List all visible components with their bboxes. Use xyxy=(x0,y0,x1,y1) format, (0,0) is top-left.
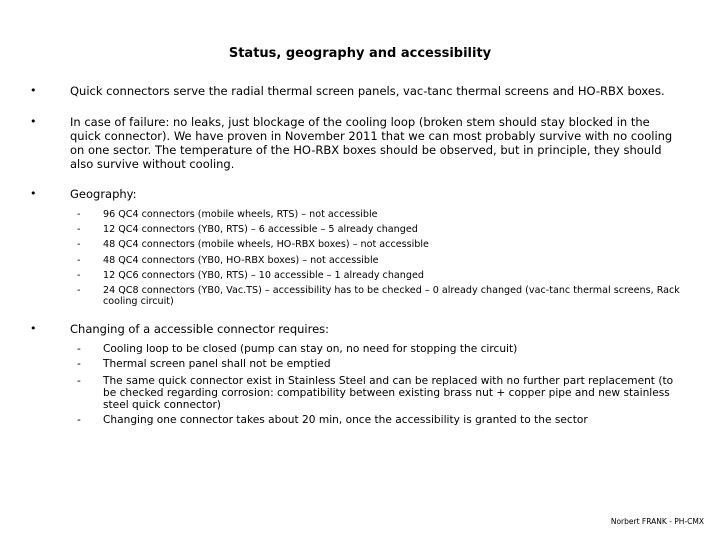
footer-author: Norbert FRANK - PH-CMX xyxy=(610,517,704,526)
sub-text: 96 QC4 connectors (mobile wheels, RTS) – not accessible xyxy=(103,209,378,220)
sub-marker: - xyxy=(77,254,81,266)
sub-marker: - xyxy=(77,343,81,356)
sub-text: 12 QC4 connectors (YB0, RTS) – 6 accessible – 5 already changed xyxy=(103,224,418,236)
sub-text: 48 QC4 connectors (mobile wheels, HO-RBX boxes) – not accessible xyxy=(103,239,429,251)
sub-marker: - xyxy=(77,413,81,426)
sub-item xyxy=(70,222,680,237)
sub-marker: - xyxy=(77,358,81,371)
bullet-text: Geography: xyxy=(70,187,137,201)
slide-title: Status, geography and accessibility xyxy=(228,46,492,61)
sub-item xyxy=(70,237,680,252)
sub-item xyxy=(70,413,680,428)
sub-item xyxy=(70,207,680,222)
sub-text: 12 QC6 connectors (YB0, RTS) – 10 accessible – 1 already changed xyxy=(103,269,424,281)
bullet-marker: • xyxy=(30,115,37,128)
geography-sub-list xyxy=(70,207,680,309)
bullet-text: Quick connectors serve the radial thermal screen panels, vac-tanc thermal screens and HO-RBX boxes. xyxy=(70,84,665,98)
sub-item xyxy=(70,342,680,357)
sub-text: 48 QC4 connectors (YB0, HO-RBX boxes) – not accessible xyxy=(103,254,379,266)
bullet-list xyxy=(30,84,680,428)
bullet-text: In case of failure: no leaks, just blockage of the cooling loop (broken stem should stay blocked in the quick connector). We have proven in November 2011 that we can most probably survive with no cooling on one sector. The temperature of the HO-RBX boxes should be observed, but in principle, they should also survive without cooling. xyxy=(70,115,673,171)
sub-text: The same quick connector exist in Stainless Steel and can be replaced with no further part replacement (to be checked regarding corrosion: compatibility between existing brass nut + copper pipe and new stainless steel quick connector) xyxy=(103,374,674,411)
sub-marker: - xyxy=(77,285,81,297)
sub-marker: - xyxy=(77,269,81,281)
requirements-sub-list xyxy=(70,342,680,428)
bullet-item xyxy=(30,187,680,309)
sub-item xyxy=(70,357,680,372)
bullet-item xyxy=(30,84,680,98)
sub-marker: - xyxy=(77,224,81,236)
bullet-item xyxy=(30,322,680,428)
bullet-marker: • xyxy=(30,322,37,336)
sub-text: Cooling loop to be closed (pump can stay on, no need for stopping the circuit) xyxy=(103,343,518,356)
sub-item xyxy=(70,283,680,309)
bullet-item xyxy=(30,115,680,171)
sub-text: Thermal screen panel shall not be emptied xyxy=(103,358,331,371)
sub-item xyxy=(70,373,680,413)
sub-marker: - xyxy=(77,209,81,220)
sub-text: 24 QC8 connectors (YB0, Vac.TS) – accessibility has to be checked – 0 already changed (vac-tanc thermal screens, Rack cooling circuit) xyxy=(103,285,680,308)
sub-item xyxy=(70,253,680,268)
bullet-marker: • xyxy=(30,187,37,200)
sub-marker: - xyxy=(77,239,81,251)
sub-item xyxy=(70,268,680,283)
bullet-marker: • xyxy=(30,84,37,97)
sub-marker: - xyxy=(77,374,81,387)
bullet-text: Changing of a accessible connector requires: xyxy=(70,322,330,337)
sub-text: Changing one connector takes about 20 min, once the accessibility is granted to the sector xyxy=(103,413,588,426)
